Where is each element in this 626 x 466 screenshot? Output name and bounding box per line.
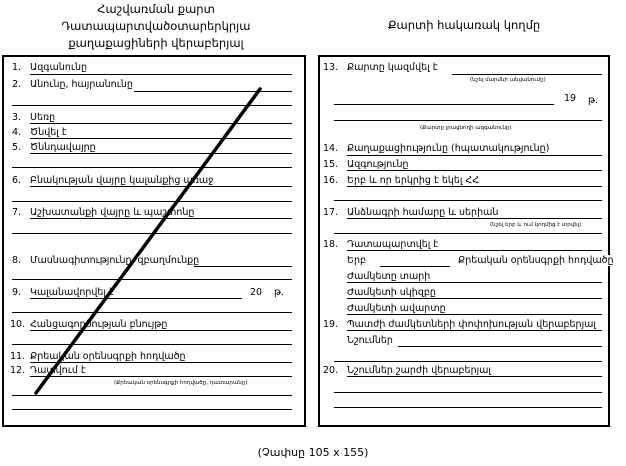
item-number: 7. (12, 207, 22, 218)
field-label-when: Երբ (347, 255, 366, 266)
field-line (347, 298, 602, 299)
field-line (334, 104, 554, 105)
item-number: 17. (323, 207, 339, 218)
field-label-nationality: Ազգությունը (347, 159, 409, 170)
field-line (347, 186, 602, 187)
field-label-term-start: Ժամկետի սկիզբը (347, 287, 436, 298)
field-label-sentenced: Դատապարտվել է (347, 239, 439, 250)
field-label-passport: Անձնագրի համարը և սերիան (347, 207, 499, 218)
right-card-title: Քարտի հակառակ կողմը (387, 18, 541, 32)
field-line (347, 330, 602, 331)
item-number: 20. (323, 365, 339, 376)
field-label-notes: Նշումներ (347, 335, 393, 346)
item-number: 5. (12, 142, 22, 153)
field-label-arrested: Կալանավորվել է (30, 287, 114, 298)
left-card-title (0, 1, 312, 52)
field-note-court: (Քրեական օրենսգրքի հոդվածը, դատարանը) (114, 380, 248, 386)
field-label-term-changes: Պատժի ժամկետների փոփոխության վերաբերյալ (347, 319, 596, 330)
item-number: 19. (323, 319, 339, 330)
field-label-profession: Մասնագիտությունը, զբաղմունքը (30, 255, 200, 266)
right-card (318, 55, 614, 427)
cancel-strike-line (2, 55, 306, 427)
field-label-workplace: Աշխատանքի վայրը և պաշտոնը (30, 207, 195, 218)
field-label-crime: Հանցագործության բնույթը (30, 319, 168, 330)
left-card (2, 55, 306, 427)
field-label-criminal-article: Քրեական օրենսգրքի հոդվածը (458, 255, 614, 266)
field-label-arrival: Երբ և որ երկրից է եկել ՀՀ (347, 175, 480, 186)
field-line (334, 120, 602, 121)
field-label-born: Ծնվել է (30, 127, 67, 138)
item-number: 16. (323, 175, 339, 186)
item-number: 8. (12, 255, 22, 266)
field-note-organ: (նշել մարմնի անվանումը) (470, 77, 546, 83)
item-number: 18. (323, 239, 339, 250)
item-number: 12. (10, 365, 26, 376)
field-label-sex: Սեռը (30, 112, 56, 123)
field-label-surname: Ազգանունը (30, 62, 88, 73)
field-label-card-created: Քարտը կազմվել է (347, 62, 438, 73)
created-year-unit: թ. (588, 95, 599, 106)
field-label-birthplace: Ծննդավայրը (30, 142, 96, 153)
item-number: 6. (12, 175, 22, 186)
field-note-issued: (նշել երբ և ում կողմից է տրվել) (490, 222, 582, 228)
left-title-line-1: Հաշվառման քարտ (97, 2, 215, 16)
field-label-movement-notes: Նշումներ շարժի վերաբերյալ (347, 365, 492, 376)
field-label-term-end: Ժամկետի ավարտը (347, 303, 446, 314)
field-line (334, 233, 602, 234)
field-line (334, 392, 602, 393)
item-number: 11. (10, 351, 26, 362)
field-line (347, 155, 602, 156)
arrest-year: 20 (250, 287, 263, 298)
field-line (347, 170, 602, 171)
item-number: 9. (12, 287, 22, 298)
size-caption: (Չափսը 105 x 155) (257, 446, 369, 459)
field-label-article: Քրեական օրենսգրքի հոդվածը (30, 351, 186, 362)
field-line (334, 361, 602, 362)
item-number: 10. (10, 319, 26, 330)
field-label-residence: Բնակության վայրը կալանքից առաջ (30, 175, 214, 186)
field-label-term-years: Ժամկետը տարի (347, 271, 431, 282)
field-note-filler: (Քարտը լրացնողի ազգանունը) (420, 125, 512, 131)
item-number: 4. (12, 127, 22, 138)
left-title-line-2: Դատապարտվածօտարերկրյա (61, 19, 251, 33)
field-line (347, 250, 602, 251)
item-number: 14. (323, 143, 339, 154)
left-title-line-3: քաղաքացիների վերաբերյալ (68, 36, 244, 50)
field-line (347, 282, 602, 283)
item-number: 2. (12, 79, 22, 90)
field-line (398, 346, 602, 347)
field-line (334, 407, 602, 408)
item-number: 13. (323, 62, 339, 73)
field-line (347, 376, 602, 377)
arrest-year-unit: թ. (274, 287, 285, 298)
field-label-tried: Դատվում է (30, 365, 86, 376)
field-line (347, 314, 602, 315)
field-label-name: Անունը, հայրանունը (30, 79, 133, 90)
field-line (380, 266, 450, 267)
field-line (334, 200, 602, 201)
item-number: 3. (12, 112, 22, 123)
item-number: 1. (12, 62, 22, 73)
field-line (347, 218, 602, 219)
item-number: 15. (323, 159, 339, 170)
field-line (452, 74, 602, 75)
field-label-citizenship: Քաղաքացիությունը (հպատակությունը) (347, 143, 550, 154)
created-year: 19 (564, 93, 577, 104)
